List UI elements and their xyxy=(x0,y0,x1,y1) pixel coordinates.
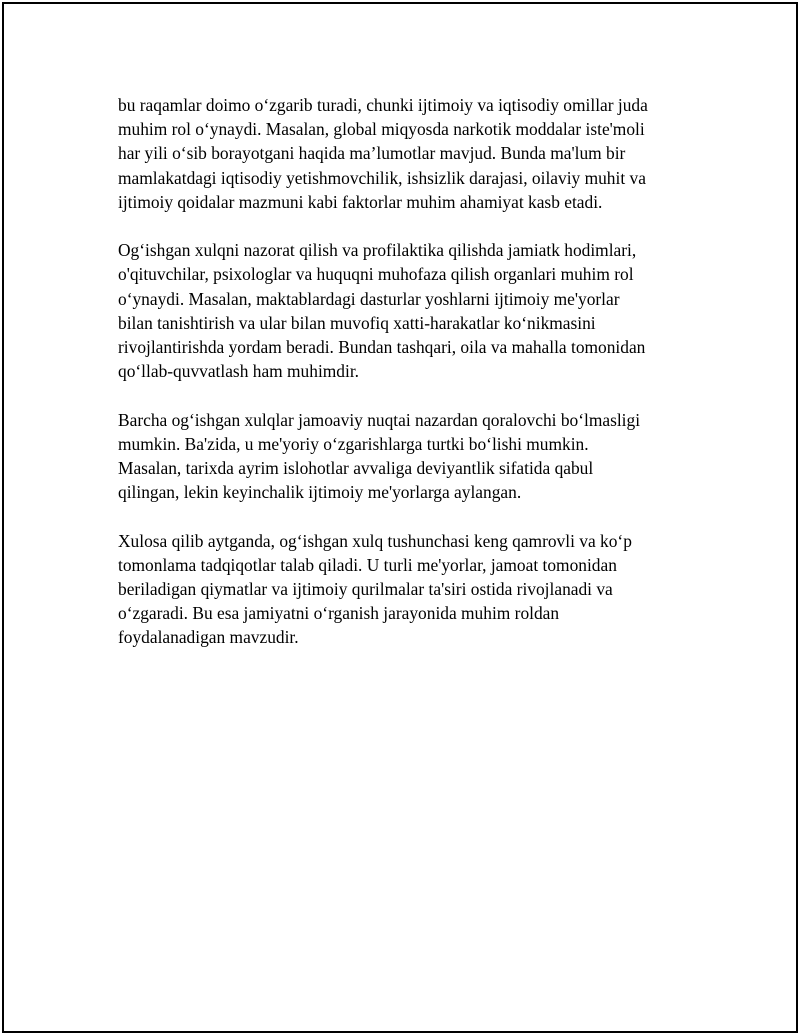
text-line: rivojlantirishda yordam beradi. Bundan tashqari, oila va mahalla tomonidan xyxy=(118,337,646,358)
text-line: Barcha og‘ishgan xulqlar jamoaviy nuqtai nazardan qoralovchi bo‘lmasligi xyxy=(118,409,641,430)
text-line: Og‘ishgan xulqni nazorat qilish va profilaktika qilishda jamiatk hodimlari, xyxy=(118,240,637,261)
text-line: mamlakatdagi iqtisodiy yetishmovchilik, ishsizlik darajasi, oilaviy muhit va xyxy=(118,167,646,188)
text-line: bu raqamlar doimo o‘zgarib turadi, chunki ijtimoiy va iqtisodiy omillar juda xyxy=(118,95,648,115)
text-line: Masalan, tarixda ayrim islohotlar avvaliga deviyantlik sifatida qabul xyxy=(118,458,594,479)
paragraph-1 xyxy=(118,93,698,214)
text-line: mumkin. Ba'zida, u me'yoriy o‘zgarishlarga turtki bo‘lishi mumkin. xyxy=(118,433,589,454)
paragraph-2 xyxy=(118,238,698,383)
document-body xyxy=(118,93,698,674)
text-line: beriladigan qiymatlar va ijtimoiy qurilmalar ta'siri ostida rivojlanadi va xyxy=(118,579,613,600)
text-line: o'qituvchilar, psixologlar va huquqni muhofaza qilish organlari muhim rol xyxy=(118,264,634,285)
text-line: qilingan, lekin keyinchalik ijtimoiy me'yorlarga aylangan. xyxy=(118,482,522,503)
text-line: o‘ynaydi. Masalan, maktablardagi dasturlar yoshlarni ijtimoiy me'yorlar xyxy=(118,288,620,309)
text-line: Xulosa qilib aytganda, og‘ishgan xulq tushunchasi keng qamrovli va ko‘p xyxy=(118,530,632,551)
text-line: har yili o‘sib borayotgani haqida ma’lumotlar mavjud. Bunda ma'lum bir xyxy=(118,143,626,164)
paragraph-4 xyxy=(118,529,698,650)
text-line: foydalanadigan mavzudir. xyxy=(118,627,299,648)
paragraph-3 xyxy=(118,408,698,505)
text-line: tomonlama tadqiqotlar talab qiladi. U turli me'yorlar, jamoat tomonidan xyxy=(118,554,617,575)
text-line: muhim rol o‘ynaydi. Masalan, global miqyosda narkotik moddalar iste'moli xyxy=(118,119,645,140)
text-line: qo‘llab-quvvatlash ham muhimdir. xyxy=(118,361,360,382)
text-line: bilan tanishtirish va ular bilan muvofiq xatti-harakatlar ko‘nikmasini xyxy=(118,312,596,333)
text-line: o‘zgaradi. Bu esa jamiyatni o‘rganish jarayonida muhim roldan xyxy=(118,603,560,624)
text-line: ijtimoiy qoidalar mazmuni kabi faktorlar muhim ahamiyat kasb etadi. xyxy=(118,191,603,212)
